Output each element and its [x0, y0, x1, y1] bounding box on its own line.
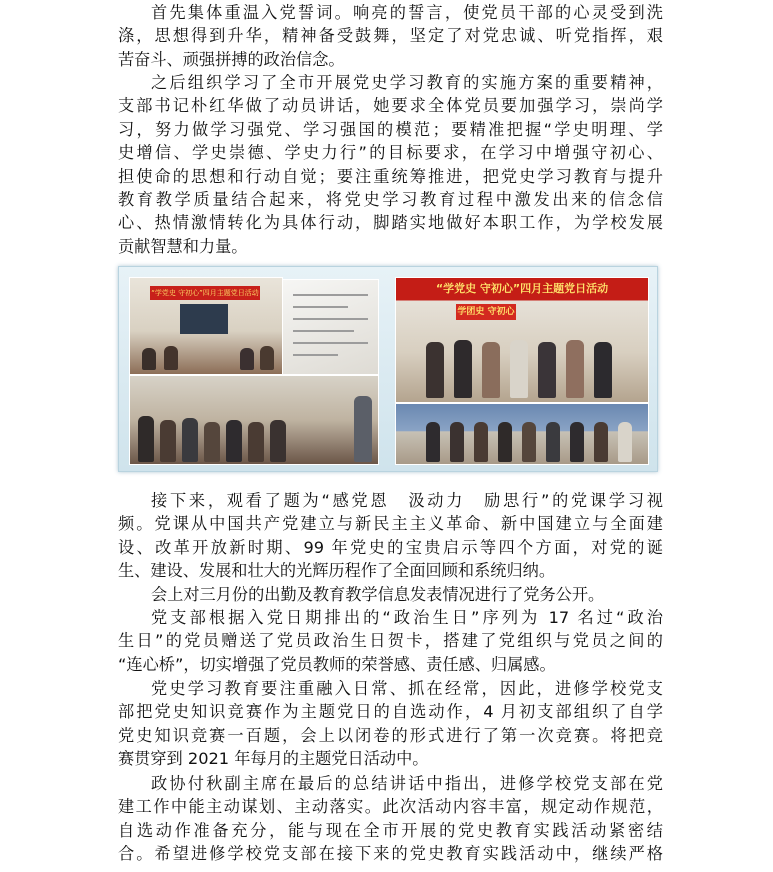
text-line: 习，努力做学习强党、学习强国的模范；要精准把握“学史明理、学	[118, 119, 663, 139]
person	[426, 422, 440, 462]
banner-left: “学党史 守初心”四月主题党日活动	[150, 286, 260, 300]
meeting-room-photo	[129, 277, 283, 375]
text-line: 合。希望进修学校党支部在接下来的党史教育实践活动中，继续严格	[118, 844, 663, 864]
paper-line	[293, 306, 348, 308]
text-line: 党支部根据入党日期排出的“政治生日”序列为 17 名过“政治	[151, 608, 663, 627]
text-line: 频。党课从中国共产党建立与新民主主义革命、新中国建立与全面建	[118, 514, 663, 534]
person	[482, 342, 500, 398]
paper-line	[293, 342, 368, 344]
text-line: 建工作中能主动谋划、主动落实。此次活动内容丰富，规定动作规范，	[118, 797, 663, 817]
person	[182, 418, 198, 462]
person	[260, 346, 274, 370]
text-line: 赛贯穿到 2021 年每月的主题党日活动中。	[118, 749, 429, 769]
text-line: “连心桥”，切实增强了党员教师的荣誉感、责任感、归属感。	[118, 654, 556, 674]
group-outdoor-photo	[395, 403, 649, 465]
text-line: 教育教学质量结合起来，将党史学习教育过程中激发出来的信念信	[118, 189, 663, 209]
text-line: 会上对三月份的出勤及教育教学信息发表情况进行了党务公开。	[151, 585, 605, 604]
projection-screen	[180, 304, 228, 334]
person	[138, 416, 154, 462]
paragraph-contest	[118, 677, 663, 771]
text-line: 设、改革开放新时期、99 年党史的宝贵启示等四个方面，对党的诞	[118, 537, 663, 557]
text-line: 部把党史知识竞赛作为主题党日的自选动作，4 月初支部组织了自学	[118, 702, 663, 722]
text-line: 党史知识竞赛一百题，会上以闭卷的形式进行了第一次竞赛。将把竞	[118, 725, 663, 745]
exam-paper-photo	[282, 279, 379, 375]
text-line: 政协付秋副主席在最后的总结讲话中指出，进修学校党支部在党	[151, 774, 663, 793]
text-line: 生、建设、发展和壮大的光辉历程作了全面回顾和系统归纳。	[118, 561, 556, 581]
text-line: 苦奋斗、顽强拼搏的政治信念。	[118, 49, 345, 69]
group-card-photo	[395, 277, 649, 403]
person	[204, 422, 220, 462]
person	[618, 422, 632, 462]
person	[142, 348, 156, 370]
person	[594, 422, 608, 462]
paragraph-disclosure	[118, 583, 663, 606]
person	[450, 422, 464, 462]
text-line: 心、热情激情转化为具体行动，脚踏实地做好本职工作，为学校发展	[118, 213, 663, 233]
person	[474, 422, 488, 462]
person	[248, 422, 264, 462]
text-line: 党史学习教育要注重融入日常、抓在经常，因此，进修学校党支	[151, 679, 663, 698]
text-line: 接下来，观看了题为“感党恩 汲动力 励思行”的党课学习视	[151, 491, 663, 510]
paper-line	[293, 330, 354, 332]
person	[510, 340, 528, 398]
person	[594, 342, 612, 398]
person	[570, 422, 584, 462]
person	[160, 420, 176, 462]
text-line: 史增信、学史崇德、学史力行”的目标要求，在学习中增强守初心、	[118, 143, 663, 163]
stage-sign: 学团史 守初心	[456, 304, 516, 320]
text-line: 支部书记朴红华做了动员讲话，她要求全体党员要加强学习，崇尚学	[118, 96, 663, 116]
paper-line	[293, 294, 368, 296]
paragraph-lecture	[118, 489, 663, 583]
text-line: 担使命的思想和行动自觉；要注重统筹推进，把党史学习教育与提升	[118, 166, 663, 186]
text-line: 贡献智慧和力量。	[118, 236, 248, 256]
person	[240, 348, 254, 370]
photo-collage	[118, 266, 658, 472]
person	[538, 342, 556, 398]
person	[454, 340, 472, 398]
person	[498, 422, 512, 462]
paper-line	[293, 318, 368, 320]
person	[270, 420, 286, 462]
person	[426, 342, 444, 398]
text-line: 生日”的党员赠送了党员政治生日贺卡，搭建了党组织与党员之间的	[118, 631, 663, 651]
banner-right: “学党史 守初心”四月主题党日活动	[435, 282, 609, 295]
speaker-person	[354, 396, 372, 462]
person	[566, 340, 584, 398]
person	[522, 422, 536, 462]
person	[546, 422, 560, 462]
paragraph-oath	[118, 1, 663, 71]
paragraph-birthday	[118, 606, 663, 676]
classroom-audience-photo	[129, 375, 379, 465]
person	[164, 346, 178, 370]
text-line: 涤，思想得到升华，精神备受鼓舞，坚定了对党忠诚、听党指挥，艰	[118, 26, 663, 46]
text-line: 之后组织学习了全市开展党史学习教育的实施方案的重要精神，	[151, 73, 663, 92]
paragraph-study	[118, 71, 663, 258]
paper-line	[293, 354, 338, 356]
text-line: 自选动作准备充分，能与现在全市开展的党史教育实践活动紧密结	[118, 820, 663, 840]
text-line: 首先集体重温入党誓词。响亮的誓言，使党员干部的心灵受到洗	[151, 3, 663, 22]
paragraph-summary	[118, 772, 663, 866]
person	[226, 420, 242, 462]
